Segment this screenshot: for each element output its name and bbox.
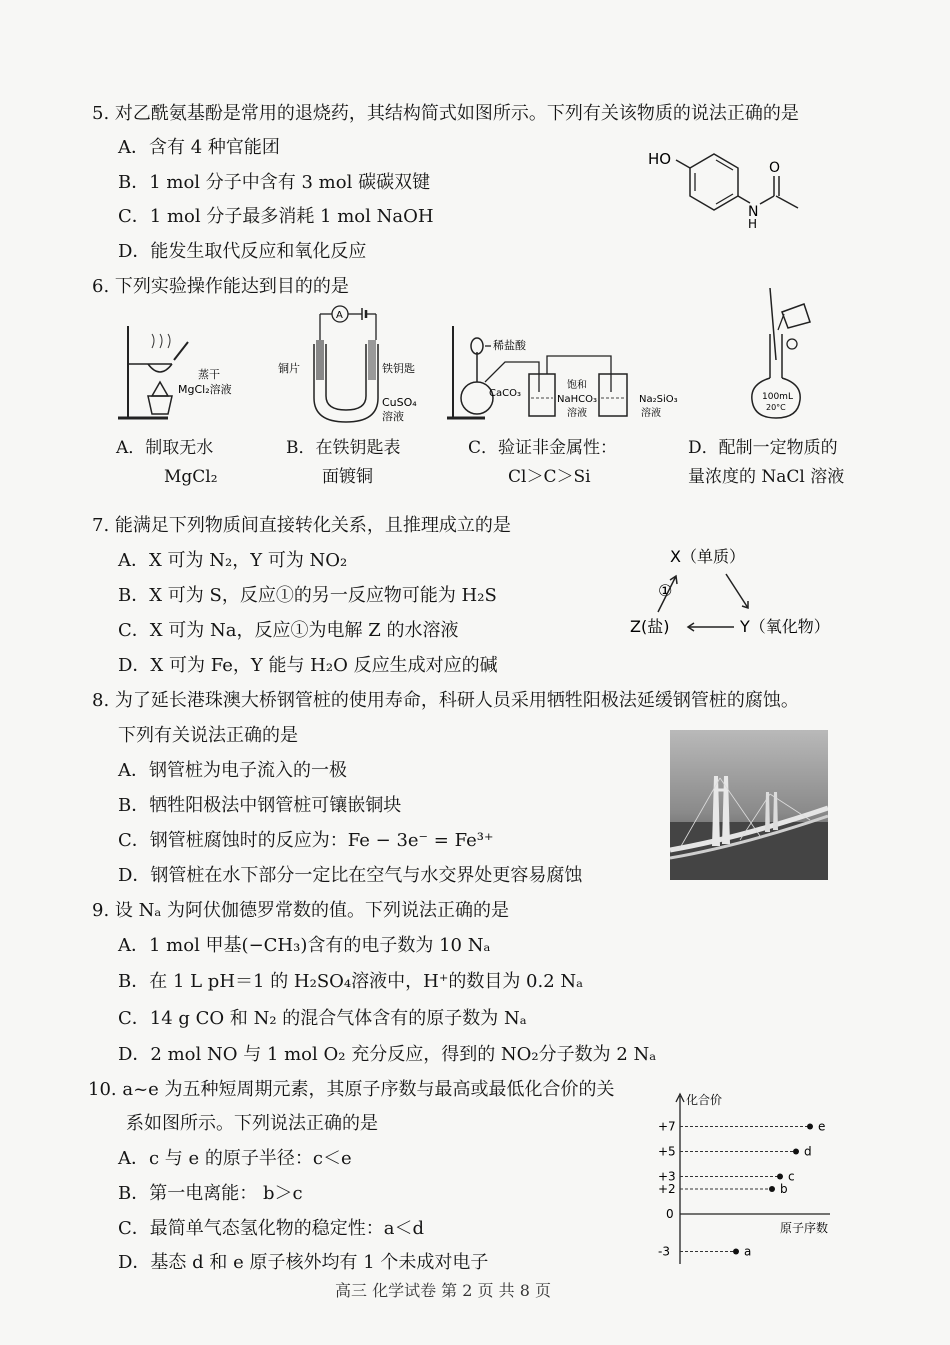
q5-option-c: C．1 mol 分子最多消耗 1 mol NaOH [118, 206, 434, 227]
copper-plate-label: 铜片 [278, 362, 300, 375]
q8-option-a: A．钢管桩为电子流入的一极 [118, 760, 347, 781]
point-label-e: e [818, 1119, 826, 1134]
cuso4-label: CuSO₄ [382, 396, 417, 409]
q5-stem: 5. 对乙酰氨基酚是常用的退烧药，其结构简式如图所示。下列有关该物质的说法正确的是 [92, 103, 799, 124]
evaporation-apparatus-figure [112, 318, 262, 426]
y-oxide-label: Y（氧化物） [740, 617, 830, 636]
point-label-d: d [804, 1144, 812, 1159]
q6-caption-a-line1: A．制取无水 [116, 438, 214, 458]
q6-caption-c-line1: C．验证非金属性： [468, 438, 618, 458]
q8-option-d: D．钢管桩在水下部分一定比在空气与水交界处更容易腐蚀 [118, 865, 583, 886]
saturated-label: 饱和 [567, 380, 587, 391]
q6-caption-d-line2: 量浓度的 NaCl 溶液 [688, 467, 845, 487]
q10-option-b: B．第一电离能： b＞c [118, 1183, 303, 1204]
nonmetal-test-figure [445, 322, 690, 426]
q10-option-d: D．基态 d 和 e 原子核外均有 1 个未成对电子 [118, 1252, 489, 1273]
q10-option-c: C．最简单气态氢化物的稳定性：a＜d [118, 1218, 425, 1239]
x-axis-label: 原子序数 [780, 1221, 829, 1235]
solution-label: 溶液 [382, 410, 404, 423]
caco3-label: CaCO₃ [489, 388, 521, 399]
q7-option-a: A．X 可为 N₂，Y 可为 NO₂ [118, 550, 348, 571]
q5-option-a: A．含有 4 种官能团 [118, 137, 280, 158]
q10-stem-line2: 系如图所示。下列说法正确的是 [126, 1113, 378, 1134]
valence-chart [650, 1088, 850, 1270]
bridge-photo [670, 730, 828, 880]
y-tick-label: +7 [658, 1119, 676, 1134]
q9-option-b: B．在 1 L pH＝1 的 H₂SO₄溶液中，H⁺的数目为 0.2 Nₐ [118, 971, 584, 992]
electroplating-figure [270, 300, 430, 430]
q10-stem-line1: 10. a~e 为五种短周期元素，其原子序数与最高或最低化合价的关 [88, 1079, 615, 1100]
point-b [769, 1186, 775, 1192]
h-label: H [748, 217, 758, 230]
nahco3-label: NaHCO₃ [557, 394, 597, 405]
q6-stem: 6. 下列实验操作能达到目的的是 [92, 276, 349, 297]
y-tick-label: -3 [658, 1244, 670, 1259]
q7-stem: 7. 能满足下列物质间直接转化关系，且推理成立的是 [92, 515, 511, 536]
q8-option-c: C．钢管桩腐蚀时的反应为：Fe − 3e⁻ = Fe³⁺ [118, 830, 494, 851]
q6-caption-d-line1: D．配制一定物质的 [688, 438, 838, 458]
y-axis-label: 化合价 [686, 1093, 723, 1107]
q6-caption-a-line2: MgCl₂ [164, 467, 218, 487]
q9-option-a: A．1 mol 甲基(−CH₃)含有的电子数为 10 Nₐ [118, 935, 491, 956]
q6-caption-b-line1: B．在铁钥匙表 [286, 438, 401, 458]
q10-option-a: A．c 与 e 的原子半径：c＜e [118, 1148, 352, 1169]
point-d [793, 1149, 799, 1155]
point-c [777, 1174, 783, 1180]
q7-option-d: D．X 可为 Fe，Y 能与 H₂O 反应生成对应的碱 [118, 655, 498, 676]
q6-caption-c-line2: Cl＞C＞Si [508, 467, 591, 487]
solution-c1-label: 溶液 [567, 408, 587, 419]
solution-c2-label: 溶液 [641, 408, 661, 419]
point-label-c: c [788, 1169, 795, 1184]
point-e [807, 1124, 813, 1130]
q5-option-d: D．能发生取代反应和氧化反应 [118, 241, 367, 262]
mgcl2-solution-label: MgCl₂溶液 [178, 383, 232, 396]
q9-stem: 9. 设 Nₐ 为阿伏伽德罗常数的值。下列说法正确的是 [92, 900, 510, 921]
iron-key-label: 铁钥匙 [382, 362, 415, 375]
q8-stem-line1: 8. 为了延长港珠澳大桥钢管桩的使用寿命，科研人员采用牺牲阳极法延缓钢管桩的腐蚀。 [92, 690, 799, 711]
point-a [733, 1249, 739, 1255]
x-element-label: X（单质） [670, 547, 745, 566]
q9-option-d: D．2 mol NO 与 1 mol O₂ 充分反应，得到的 NO₂分子数为 2 Nₐ [118, 1044, 657, 1065]
q7-option-c: C．X 可为 Na，反应①为电解 Z 的水溶液 [118, 620, 459, 641]
flask-volume-label: 100mL [762, 392, 793, 402]
ammeter-label: A [336, 310, 343, 321]
y-tick-label: 0 [666, 1207, 674, 1221]
q9-option-c: C．14 g CO 和 N₂ 的混合气体含有的原子数为 Nₐ [118, 1008, 527, 1029]
q8-stem-line2: 下列有关说法正确的是 [118, 725, 298, 746]
conversion-triangle-figure [622, 540, 852, 644]
page-footer: 高三 化学试卷 第 2 页 共 8 页 [335, 1281, 551, 1300]
ho-label: HO [648, 150, 672, 168]
point-label-b: b [780, 1182, 788, 1196]
q8-option-b: B．牺牲阳极法中钢管桩可镶嵌铜块 [118, 795, 402, 816]
o-label: O [769, 160, 781, 176]
q7-option-b: B．X 可为 S，反应①的另一反应物可能为 H₂S [118, 585, 497, 606]
acetaminophen-structure [640, 140, 820, 230]
point-label-a: a [744, 1244, 752, 1259]
n-label: N [748, 204, 759, 220]
evaporate-label: 蒸干 [198, 368, 220, 381]
y-tick-label: +3 [658, 1169, 676, 1184]
dilute-hcl-label: 稀盐酸 [493, 339, 526, 352]
y-tick-label: +2 [658, 1182, 676, 1196]
volumetric-flask-figure [740, 284, 820, 426]
na2sio3-label: Na₂SiO₃ [639, 394, 678, 405]
q5-option-b: B．1 mol 分子中含有 3 mol 碳碳双键 [118, 172, 431, 193]
reaction-1-label: ① [658, 581, 673, 600]
flask-temp-label: 20°C [766, 403, 786, 412]
z-salt-label: Z(盐) [630, 617, 670, 636]
q6-caption-b-line2: 面镀铜 [322, 467, 373, 487]
y-tick-label: +5 [658, 1144, 676, 1159]
